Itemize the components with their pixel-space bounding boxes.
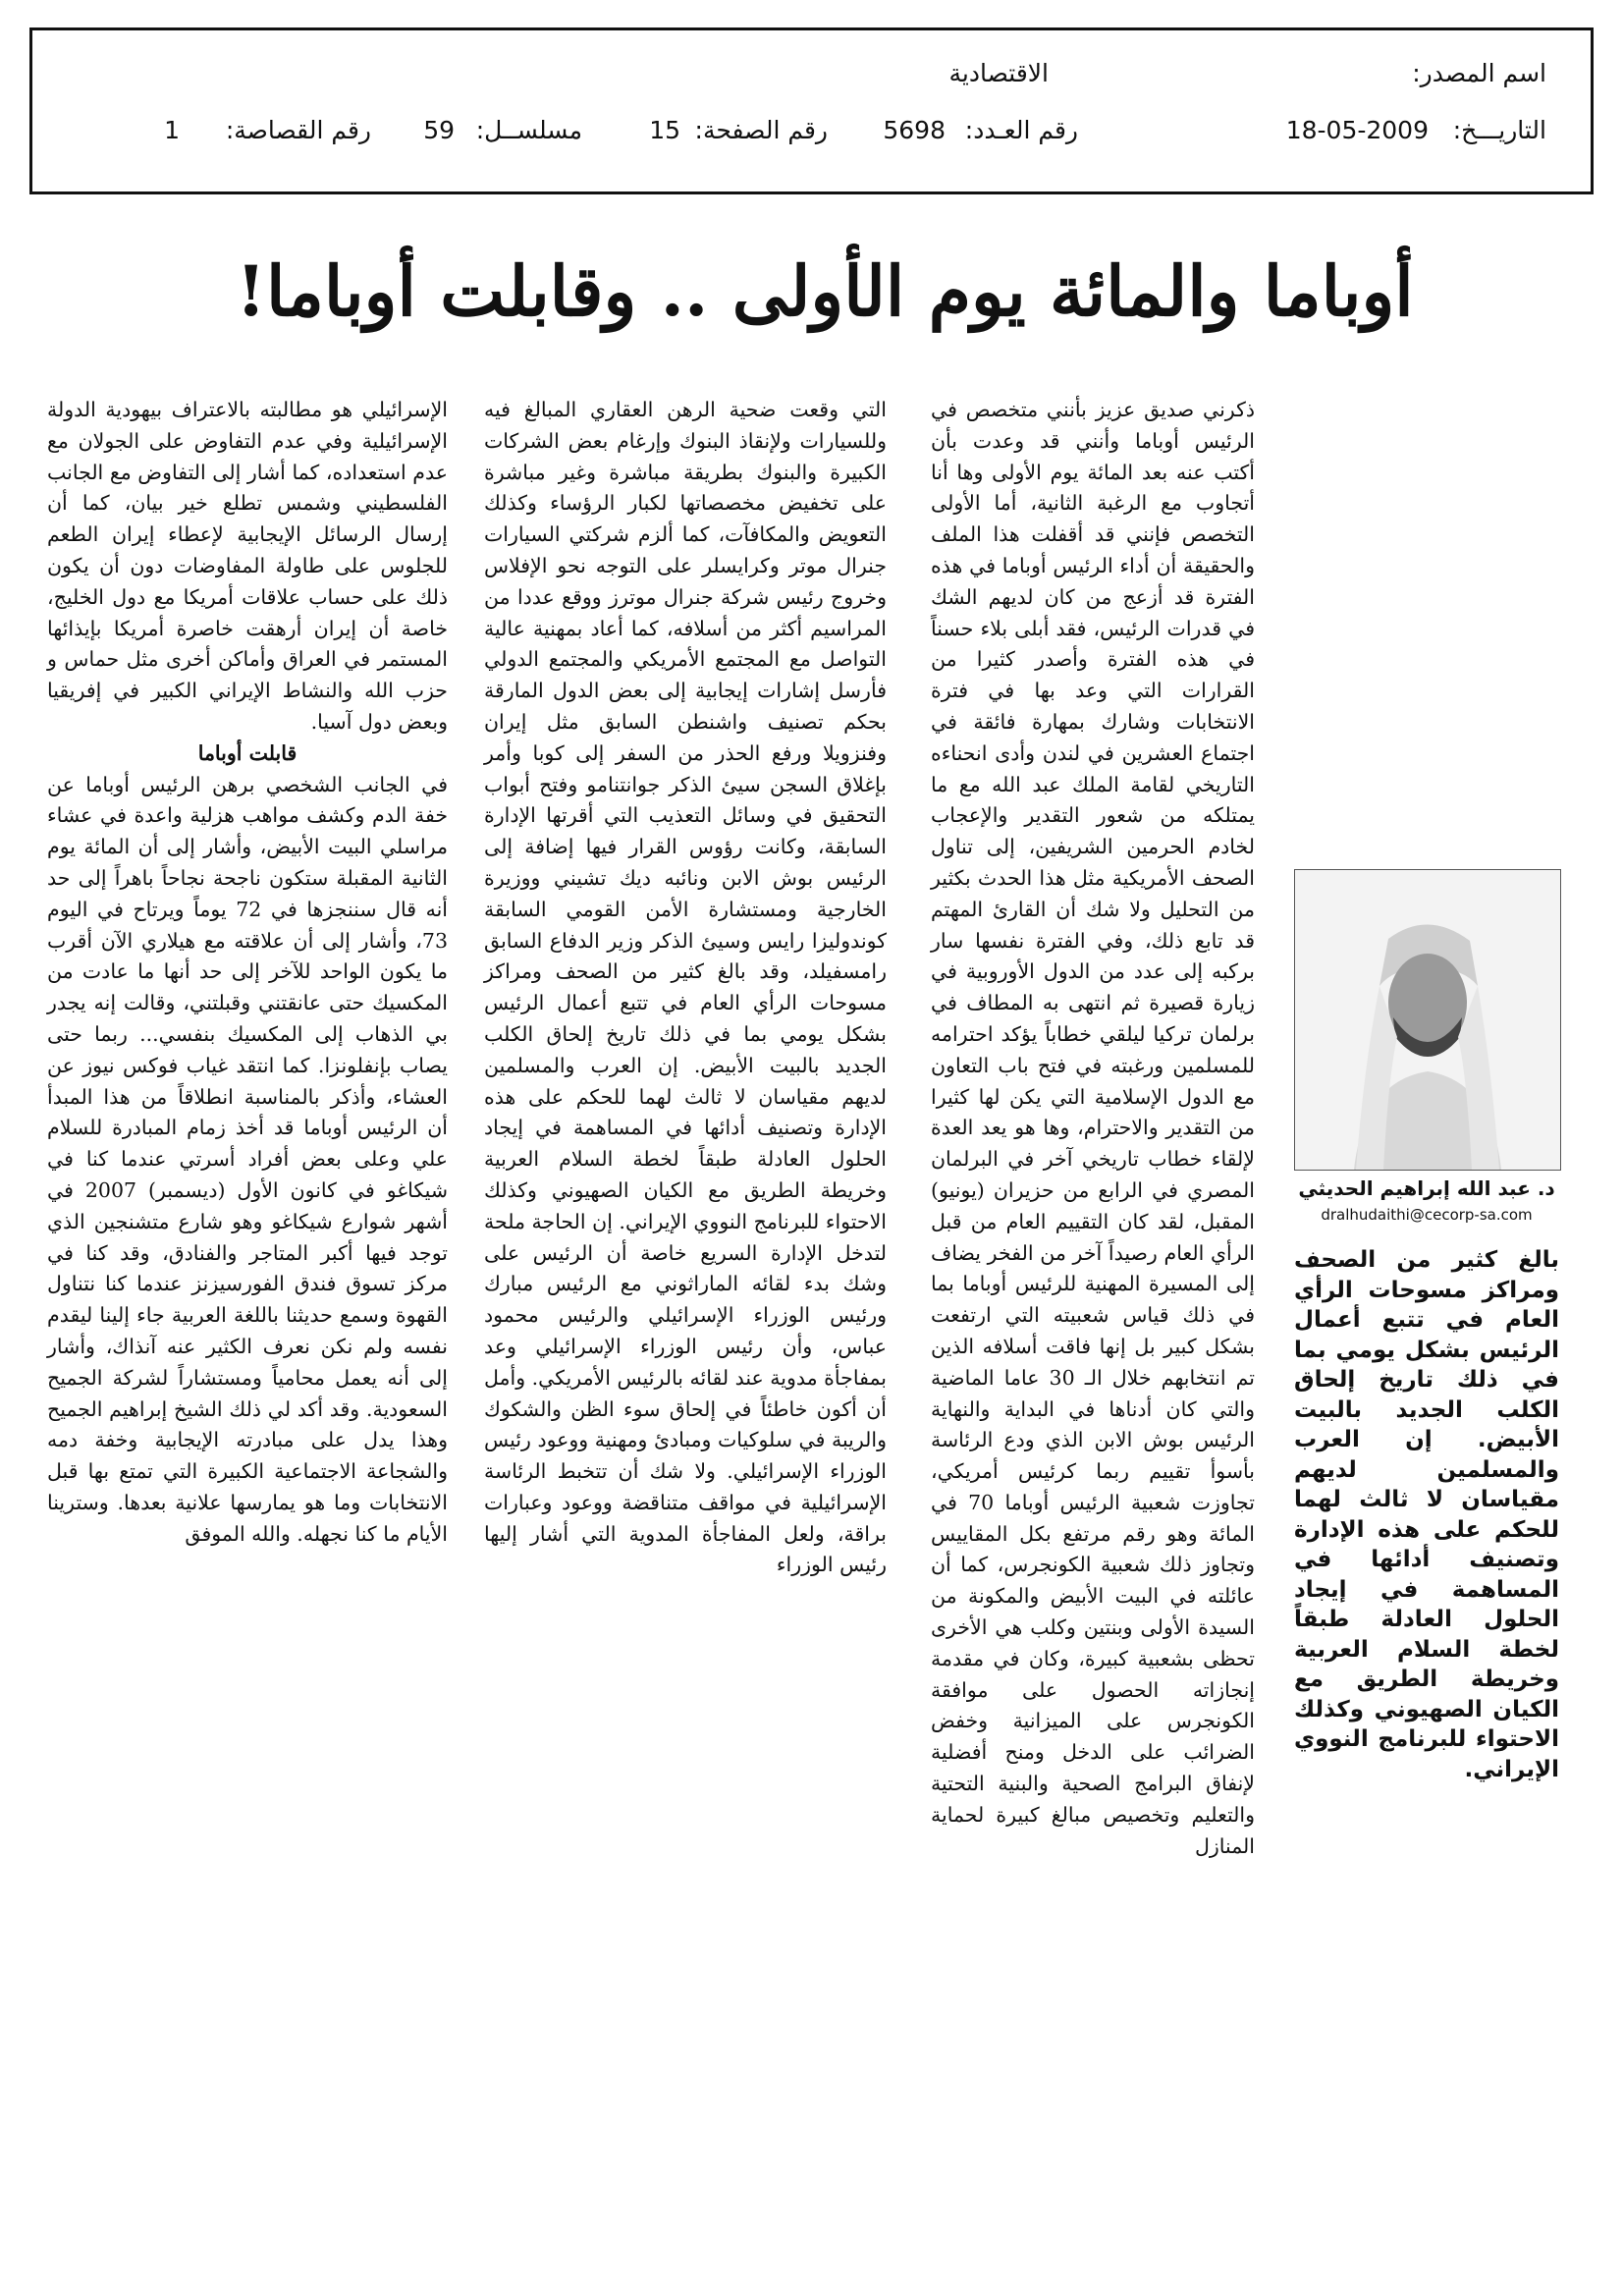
clip-value: 1: [164, 116, 180, 144]
date-label: التاريـــخ:: [1452, 116, 1546, 144]
page-label: رقم الصفحة:: [694, 116, 828, 144]
clipping-header: [29, 27, 1594, 194]
article-headline: أوباما والمائة يوم الأولى .. وقابلت أوباما!: [236, 250, 1414, 332]
column-1-text: ذكرني صديق عزيز بأنني متخصص في الرئيس أوباما وأنني قد وعدت بأن أكتب عنه بعد المائة يوم الأولى وها أنا أتجاوب مع الرغبة الثانية، أما الأولى التخصص فإنني قد أقفلت هذا الملف والحقيقة أن أداء الرئيس أوباما في هذه الفترة قد أزعج من كان لديهم الشك في قدرات الرئيس، فقد أبلى بلاء حسناً في هذه الفترة وأصدر كثيرا من القرارات التي وعد بها في فترة الانتخابات وشارك بمهارة فائقة في اجتماع العشرين في لندن وأدى انحناءه التاريخي لقامة الملك عبد الله مع ما يمتلكه من شعور التقدير والإعجاب لخادم الحرمين الشريفين، إلى تناول الصحف الأمريكية مثل هذا الحدث بكثير من التحليل ولا شك أن القارئ المهتم قد تابع ذلك، وفي الفترة نفسها سار بركبه إلى عدد من الدول الأوروبية في زيارة قصيرة ثم انتهى به المطاف في برلمان تركيا ليلقي خطاباً يؤكد احترامه للمسلمين ورغبته في فتح باب التعاون مع الدول الإسلامية التي يكن لها كثيرا من التقدير والاحترام، وها هو يعد العدة لإلقاء خطاب تاريخي آخر في البرلمان المصري في الرابع من حزيران (يونيو) المقبل، لقد كان التقييم العام من قبل الرأي العام رصيداً آخر من الفخر يضاف إلى المسيرة المهنية للرئيس أوباما بما في ذلك قياس شعبيته التي ارتفعت بشكل كبير بل إنها فاقت أسلافه الذين تم انتخابهم خلال الـ 30 عاما الماضية والتي كان أدناها في البداية والنهاية الرئيس بوش الابن الذي ودع الرئاسة بأسوأ تقييم ربما كرئيس أمريكي، تجاوزت شعبية الرئيس أوباما 70 في المائة وهو رقم مرتفع بكل المقاييس وتجاوز ذلك شعبية الكونجرس، كما أن عائلته في البيت الأبيض والمكونة من السيدة الأولى وبنتين وكلب هي الأخرى تحظى بشعبية كبيرة، وكان في مقدمة إنجازاته الحصول على موافقة الكونجرس على الميزانية وخفض الضرائب على الدخل ومنح أفضلية لإنفاق البرامج الصحية والبنية التحتية والتعليم وتخصيص مبالغ كبيرة لحماية المنازل: [931, 398, 1255, 1858]
page-value: 15: [649, 116, 680, 144]
author-email: dralhudaithi@cecorp-sa.com: [1321, 1206, 1533, 1224]
article-column-3: [47, 395, 448, 1550]
author-name: د. عبد الله إبراهيم الحديثي: [1298, 1176, 1555, 1200]
date-value: 18-05-2009: [1285, 116, 1429, 144]
pull-quote: بالغ كثير من الصحف ومراكز مسوحات الرأي العام في تتبع أعمال الرئيس بشكل يومي بما في ذلك تاريخ إلحاق الكلب الجديد بالبيت الأبيض. إن العرب والمسلمين لديهم مقياسان لا ثالث لهما للحكم على هذه الإدارة وتصنيف أدائها في المساهمة في إيجاد الحلول العادلة طبقاً لخطة السلام العربية وخريطة الطريق مع الكيان الصهيوني وكذلك الاحتواء للبرنامج النووي الإيراني.: [1294, 1247, 1559, 1782]
column-3-subheading: قابلت أوباما: [197, 740, 298, 765]
issue-label: رقم العـدد:: [964, 116, 1078, 144]
author-photo: [1294, 869, 1561, 1171]
column-3-text-b: في الجانب الشخصي برهن الرئيس أوباما عن خفة الدم وكشف مواهب هزلية واعدة في عشاء مراسلي البيت الأبيض، وأشار إلى أن المائة يوم الثانية المقبلة ستكون ناجحة نجاحاً باهراً إلى حد أنه قال سننجزها في 72 يوماً ويرتاح في اليوم 73، وأشار إلى أن علاقته مع هيلاري الآن أقرب ما يكون الواحد للآخر إلى حد أنها ما عادت من المكسيك حتى عانقتني وقبلتني، وقالت إنه يجدر بي الذهاب إلى المكسيك بنفسي... ربما حتى يصاب بإنفلونزا. كما انتقد غياب فوكس نيوز عن العشاء، وأذكر بالمناسبة انطلاقاً من هذا المبدأ أن الرئيس أوباما قد أخذ زمام المبادرة للسلام علي وعلى بعض أفراد أسرتي عندما كنا في شيكاغو في كانون الأول (ديسمبر) 2007 في أشهر شوارع شيكاغو وهو شارع متشنجين الذي توجد فيها أكبر المتاجر والفنادق، وقد كنا في مركز تسوق فندق الفورسيزنز عندما كنا نتناول القهوة وسمع حديثنا باللغة العربية جاء إلينا ليقدم نفسه ولم نكن نعرف الكثير عنه آنذاك، وأشار إلى أنه يعمل محامياً ومستشاراً لشركة الجميح السعودية. وقد أكد لي ذلك الشيخ إبراهيم الجميح وهذا يدل على مبادرته الإيجابية وخفة دمه والشجاعة الاجتماعية الكبيرة التي تمتع بها قبل الانتخابات وما هو يمارسها علانية بعدها. وسترينا الأيام ما كنا نجهله. والله الموفق: [47, 772, 448, 1546]
source-label: اسم المصدر:: [1412, 59, 1546, 87]
article-column-2: [484, 395, 887, 1581]
issue-value: 5698: [883, 116, 946, 144]
source-value: الاقتصادية: [948, 59, 1049, 87]
clip-label: رقم القصاصة:: [225, 116, 371, 144]
column-3-text-a: الإسرائيلي هو مطالبته بالاعتراف بيهودية الدولة الإسرائيلية وفي عدم التفاوض على الجولان مع عدم استعداده، كما أشار إلى التفاوض مع الجانب الفلسطيني وشمس تطلع خير بيان، كما أن إرسال الرسائل الإيجابية لإعطاء إيران الطعم للجلوس على طاولة المفاوضات دون أن يكون ذلك على حساب علاقات أمريكا مع دول الخليج، خاصة أن إيران أرهقت خاصرة أمريكا بإيذائها المستمر في العراق وأماكن أخرى مثل حماس و حزب الله والنشاط الإيراني الكبير في إفريقيا وبعض دول آسيا.: [47, 398, 448, 734]
column-2-text: التي وقعت ضحية الرهن العقاري المبالغ فيه وللسيارات ولإنقاذ البنوك وإرغام بعض الشركات الكبيرة والبنوك بطريقة مباشرة وغير مباشرة على تخفيض مخصصاتها لكبار الرؤساء وكذلك التعويض والمكافآت، كما ألزم شركتي السيارات جنرال موتر وكرايسلر على التوجه نحو الإفلاس وخروج رئيس شركة جنرال موترز ووقع عددا من المراسيم أكثر من أسلافه، كما أعاد بمهنية عالية التواصل مع المجتمع الأمريكي والمجتمع الدولي فأرسل إشارات إيجابية إلى بعض الدول المارقة بحكم تصنيف واشنطن السابق مثل إيران وفنزويلا ورفع الحذر من السفر إلى كوبا وأمر بإغلاق السجن سيئ الذكر جوانتنامو وفتح أبواب التحقيق في وسائل التعذيب التي أقرتها الإدارة السابقة، وكانت رؤوس القرار فيها إضافة إلى الرئيس بوش الابن ونائبه ديك تشيني ووزيرة الخارجية ومستشارة الأمن القومي السابقة كوندوليزا رايس وسيئ الذكر وزير الدفاع السابق رامسفيلد، وقد بالغ كثير من الصحف ومراكز مسوحات الرأي العام في تتبع أعمال الرئيس بشكل يومي بما في ذلك تاريخ إلحاق الكلب الجديد بالبيت الأبيض. إن العرب والمسلمين لديهم مقياسان لا ثالث لهما للحكم على هذه الإدارة وتصنيف أدائها في المساهمة في إيجاد الحلول العادلة طبقاً لخطة السلام العربية وخريطة الطريق مع الكيان الصهيوني وكذلك الاحتواء للبرنامج النووي الإيراني. إن الحاجة ملحة لتدخل الإدارة السريع خاصة أن الرئيس على وشك بدء لقائه الماراثوني مع الرئيس مبارك ورئيس الوزراء الإسرائيلي والرئيس محمود عباس، وأن رئيس الوزراء الإسرائيلي وعد بمفاجأة مدوية عند لقائه بالرئيس الأمريكي. وأمل أن أكون خاطئاً في إلحاق سوء الظن والشكوك والريبة في سلوكيات ومبادئ ومهنية ووعود رئيس الوزراء الإسرائيلي. ولا شك أن تتخبط الرئاسة الإسرائيلية في مواقف متناقضة ووعود وعبارات براقة، ولعل المفاجأة المدوية التي أشار إليها رئيس الوزراء: [484, 398, 887, 1577]
serial-value: 59: [423, 116, 455, 144]
article-column-1: [931, 395, 1255, 1862]
serial-label: مسلســل:: [475, 116, 582, 144]
